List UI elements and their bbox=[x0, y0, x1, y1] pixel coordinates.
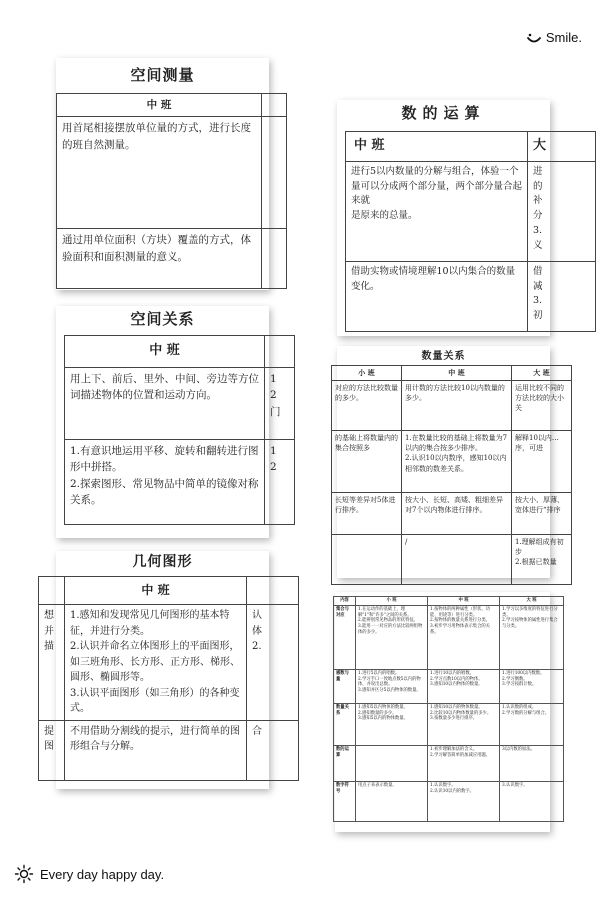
card-title: 空间关系 bbox=[130, 310, 195, 328]
table-row-label: 数量关系 bbox=[334, 703, 356, 745]
fragment-text: 认 bbox=[252, 610, 262, 621]
card-title: 数的运算 bbox=[401, 104, 486, 122]
card-quantity-relations bbox=[335, 346, 564, 578]
brand-label: Smile. bbox=[545, 30, 582, 45]
table-cell bbox=[332, 535, 402, 585]
table-cell: 解释10以内…序，可进 bbox=[512, 431, 572, 493]
table-cell: 1.认识数字。 2.认识10以内的数字。 bbox=[428, 781, 500, 821]
table-cell: 长短等差异对5体进行排序。 bbox=[332, 493, 402, 535]
table-cell: 1.进行100以内数数。 2.学习倒数。 3.学习按群计数。 bbox=[500, 669, 564, 703]
table-cell: 1.在数量比较的基础上将数量为7以内的集合按多少排序。 2.认识10以内数序，感知10以内相邻数的数差关系。 bbox=[402, 431, 512, 493]
card-geometric-shapes bbox=[44, 551, 269, 789]
table-cell: 1.感知和发现常见几何图形的基本特征，并进行分类。 2.认识并命名立体图形上的平面图形，如三班角形、长方形、正方形、梯形、圆形、椭圆形等。 3.认识平面图形（如三角形）的各种变式。 bbox=[65, 605, 247, 721]
table-cell-fragment bbox=[39, 605, 65, 721]
table-cell: 用首尾相接摆放单位量的方式，进行长度的班自然测量。 bbox=[57, 117, 262, 229]
table-row-label: 数字符号 bbox=[334, 781, 356, 821]
fragment-text: 义 bbox=[533, 239, 543, 251]
fragment-text: 提 bbox=[44, 725, 54, 737]
table-cell: 1.进行10以内的唱数。 2.学习点数10以内的物体。 3.感知10以内物体的数量。 bbox=[428, 669, 500, 703]
table-row-label: 集合与对应 bbox=[334, 605, 356, 669]
table-header: 中 班 bbox=[428, 597, 500, 606]
footer-text: Every day happy day. bbox=[40, 866, 165, 882]
table-cell-fragment bbox=[265, 368, 295, 440]
table-cell: 对应的方法比较数量的多少。 bbox=[332, 381, 402, 431]
table-cell: 用点子来表示数量。 bbox=[356, 781, 428, 821]
table-cell: 1.进行5以内的唱数。 2.学习手口一致地点数5以内的物体，并说出总数。 3.感知并区分5以内物体的数量。 bbox=[356, 669, 428, 703]
table-cell: / bbox=[402, 535, 512, 585]
sun-icon bbox=[14, 864, 34, 884]
table-header: 中 班 bbox=[57, 94, 262, 117]
card-spatial-measurement bbox=[56, 58, 269, 290]
table-cell: 按大小、厚薄、宽体进行“排序 bbox=[512, 493, 572, 535]
card-table bbox=[333, 596, 564, 822]
fragment-text: 分 bbox=[533, 210, 543, 222]
fragment-text: 借 bbox=[533, 266, 543, 277]
table-header-fragment bbox=[265, 336, 295, 368]
fragment-text: 图 bbox=[44, 741, 54, 752]
table-header: 小 班 bbox=[356, 597, 428, 606]
table-cell-fragment bbox=[247, 605, 299, 721]
table-cell: 用计数的方法比较10以内数量的多少。 bbox=[402, 381, 512, 431]
table-header: 中 班 bbox=[402, 366, 512, 381]
brand-logo bbox=[527, 30, 582, 45]
fragment-text: 合 bbox=[252, 725, 262, 737]
fragment-text: 2. bbox=[252, 641, 262, 652]
table-cell: 按大小、长短、高矮、粗细差异对7个以内物体进行排序。 bbox=[402, 493, 512, 535]
card-spatial-relations bbox=[56, 306, 281, 538]
card-title: 几何图形 bbox=[132, 554, 193, 570]
fragment-text: 补 bbox=[533, 195, 543, 207]
fragment-text: 进 bbox=[533, 166, 543, 177]
card-number-operations bbox=[337, 100, 550, 336]
table-row-label: 数的运算 bbox=[334, 745, 356, 781]
card-table bbox=[64, 335, 295, 525]
fragment-text: 体 bbox=[252, 625, 262, 637]
table-header-fragment: 大 bbox=[528, 132, 596, 162]
fragment-text: 1 bbox=[270, 445, 277, 457]
table-cell: 1.有意识地运用平移、旋转和翻转进行图形中拼搭。 2.探索图形、常见物品中简单的镜像对称关系。 bbox=[65, 440, 265, 525]
table-row-label: 感数与量 bbox=[334, 669, 356, 703]
fragment-text: 2 bbox=[270, 389, 277, 402]
table-header-fragment bbox=[247, 577, 299, 605]
fragment-text: 3. bbox=[533, 224, 543, 236]
table-header: 大 班 bbox=[500, 597, 564, 606]
table-header: 中 班 bbox=[346, 132, 528, 162]
card-table bbox=[38, 576, 299, 781]
table-cell-fragment bbox=[528, 162, 596, 262]
fragment-text: 描 bbox=[44, 641, 54, 652]
table-cell-fragment bbox=[262, 229, 287, 289]
table-cell: 1.学习以多维度的特征进行分类。 2.学习按物体的属性进行集合与分类。 bbox=[500, 605, 564, 669]
fragment-text: 减 bbox=[533, 280, 543, 292]
card-table bbox=[345, 131, 596, 332]
footer bbox=[14, 864, 164, 884]
table-cell-fragment bbox=[247, 720, 299, 780]
table-cell: 1.感知10以内的物体数量。 2.比较10以内物体数量的多少。 3.按数量多少进行排序。 bbox=[428, 703, 500, 745]
fragment-text: 2 bbox=[270, 461, 277, 474]
table-cell: 运用比较不同的方法比较的大小关 bbox=[512, 381, 572, 431]
fragment-text: 门 bbox=[270, 405, 281, 418]
table-cell: 3以内数的加法。 bbox=[500, 745, 564, 781]
fragment-text: 初 bbox=[533, 310, 543, 322]
table-cell: 的基础上将数量内的集合按照多 bbox=[332, 431, 402, 493]
table-cell-fragment bbox=[265, 440, 295, 525]
table-cell: 借助实物或情境理解10以内集合的数量变化。 bbox=[346, 262, 528, 332]
table-cell: 1.感知5以内物体的数量。 2.感知数量的多少。 3.感知5以内的物体数量。 bbox=[356, 703, 428, 745]
table-header: 小 班 bbox=[332, 366, 402, 381]
table-cell: 进行5以内数量的分解与组合，体验一个量可以分成两个部分量，两个部分量合起来就 是原来的总量。 bbox=[346, 162, 528, 262]
table-header: 中 班 bbox=[65, 336, 265, 368]
fragment-text: 并 bbox=[44, 625, 54, 637]
table-cell-fragment bbox=[39, 720, 65, 780]
card-table bbox=[56, 93, 287, 289]
card-title: 空间测量 bbox=[130, 66, 195, 84]
fragment-text: 1 bbox=[270, 373, 277, 385]
card-table bbox=[331, 365, 572, 585]
table-cell-fragment bbox=[528, 262, 596, 332]
table-header: 中 班 bbox=[65, 577, 247, 605]
table-header-fragment bbox=[39, 577, 65, 605]
table-cell: 3.认识数字。 bbox=[500, 781, 564, 821]
table-cell: 1.按物体的两种属性（形状、功能、用途等）进行分类。 2.按物体的数量关系进行分类。 3.初步学习用物体表示集合的关系。 bbox=[428, 605, 500, 669]
table-cell: 1.认识数的组成。 2.学习数的分解与组合。 bbox=[500, 703, 564, 745]
fragment-text: 的 bbox=[533, 180, 543, 192]
fragment-text: 想 bbox=[44, 610, 54, 621]
table-header-fragment bbox=[262, 94, 287, 117]
table-cell-fragment bbox=[262, 117, 287, 229]
table-header: 大 班 bbox=[512, 366, 572, 381]
table-cell: 用上下、前后、里外、中间、旁边等方位词描述物体的位置和运动方向。 bbox=[65, 368, 265, 440]
table-header: 内容 bbox=[334, 597, 356, 606]
smile-icon bbox=[527, 32, 541, 44]
table-cell: 1.初步理解加法的含义。 2.学习解答简单的加减应用题。 bbox=[428, 745, 500, 781]
table-cell: 1.在运动作的基础上，理解"1"和"许多"之间的关系。 2.能辨别常见物品的形状特征。 3.能用一一对应的方法比较两组物体的多少。 bbox=[356, 605, 428, 669]
fragment-text: 3. bbox=[533, 295, 543, 307]
card-title: 数量关系 bbox=[421, 351, 466, 362]
table-cell: 1.理解组成有初步 2.根据已数量 bbox=[512, 535, 572, 585]
table-cell bbox=[356, 745, 428, 781]
table-cell: 通过用单位面积（方块）覆盖的方式，体验面积和面积测量的意义。 bbox=[57, 229, 262, 289]
card-overview-table bbox=[335, 592, 558, 832]
table-cell: 不用借助分割线的提示，进行简单的图形组合与分解。 bbox=[65, 720, 247, 780]
